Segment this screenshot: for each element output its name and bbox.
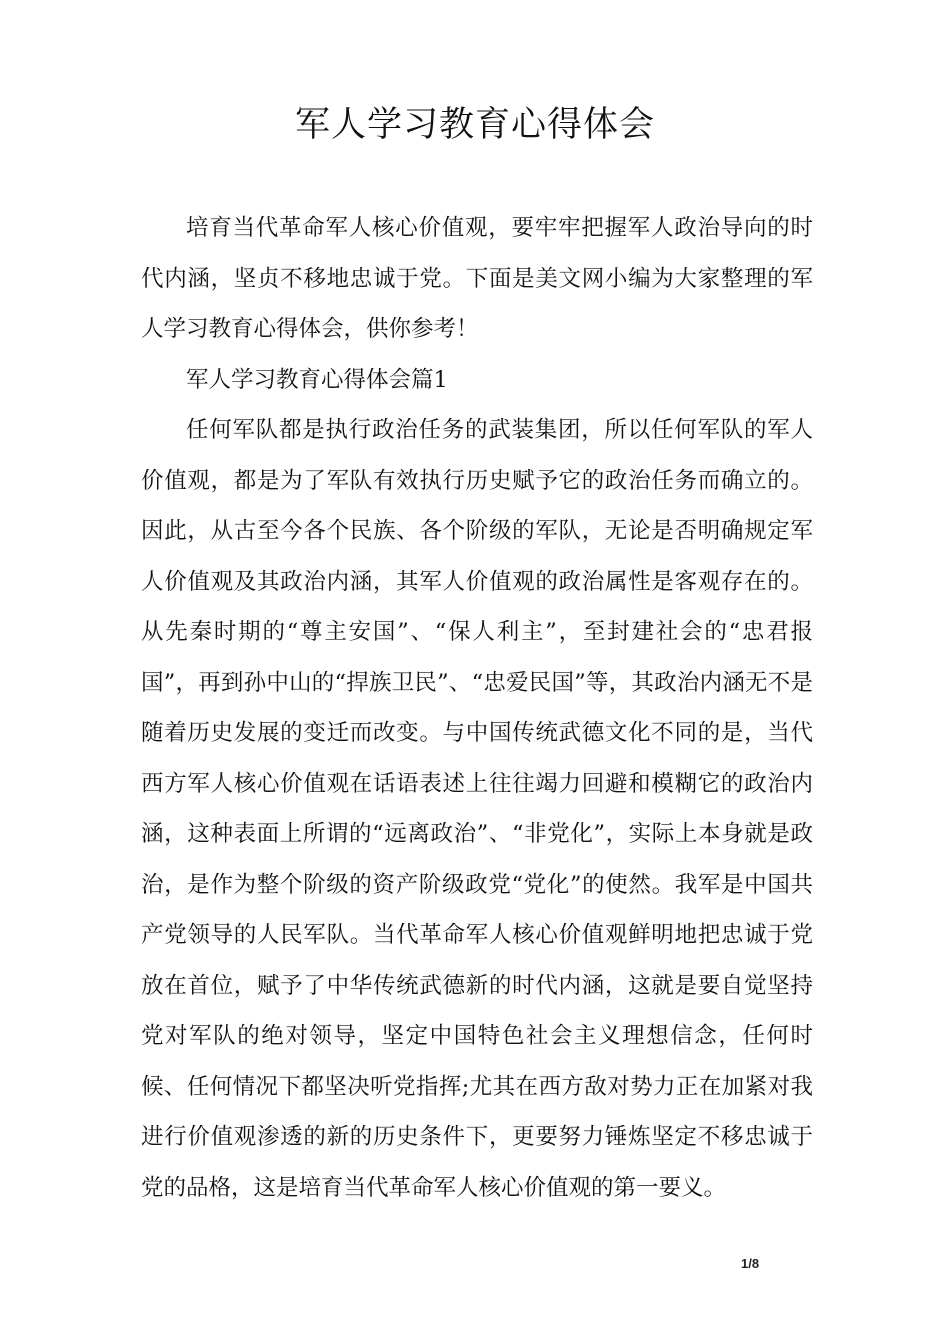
body-paragraph: 任何军队都是执行政治任务的武装集团，所以任何军队的军人价值观，都是为了军队有效执行历史赋予它的政治任务而确立的。因此，从古至今各个民族、各个阶级的军队，无论是否明确规定军人价值观及其政治内涵，其军人价值观的政治属性是客观存在的。从先秦时期的“尊主安国”、“保人利主”，至封建社会的“忠君报国”，再到孙中山的“捍族卫民”、“忠爱民国”等，其政治内涵无不是随着历史发展的变迁而改变。与中国传统武德文化不同的是，当代西方军人核心价值观在话语表述上往往竭力回避和模糊它的政治内涵，这种表面上所谓的“远离政治”、“非党化”，实际上本身就是政治，是作为整个阶级的资产阶级政党“党化”的使然。我军是中国共产党领导的人民军队。当代革命军人核心价值观鲜明地把忠诚于党放在首位，赋予了中华传统武德新的时代内涵，这就是要自觉坚持党对军队的绝对领导，坚定中国特色社会主义理想信念，任何时候、任何情况下都坚决听党指挥;尤其在西方敌对势力正在加紧对我进行价值观渗透的新的历史条件下，更要努力锤炼坚定不移忠诚于党的品格，这是培育当代革命军人核心价值观的第一要义。 (141, 417, 813, 1201)
document-body (141, 203, 813, 1213)
section-heading: 军人学习教育心得体会篇1 (186, 366, 448, 393)
document-title: 军人学习教育心得体会 (294, 105, 655, 145)
intro-paragraph: 培育当代革命军人核心价值观，要牢牢把握军人政治导向的时代内涵，坚贞不移地忠诚于党。下面是美文网小编为大家整理的军人学习教育心得体会，供你参考！ (141, 215, 813, 342)
page-number: 1/8 (741, 1256, 760, 1271)
